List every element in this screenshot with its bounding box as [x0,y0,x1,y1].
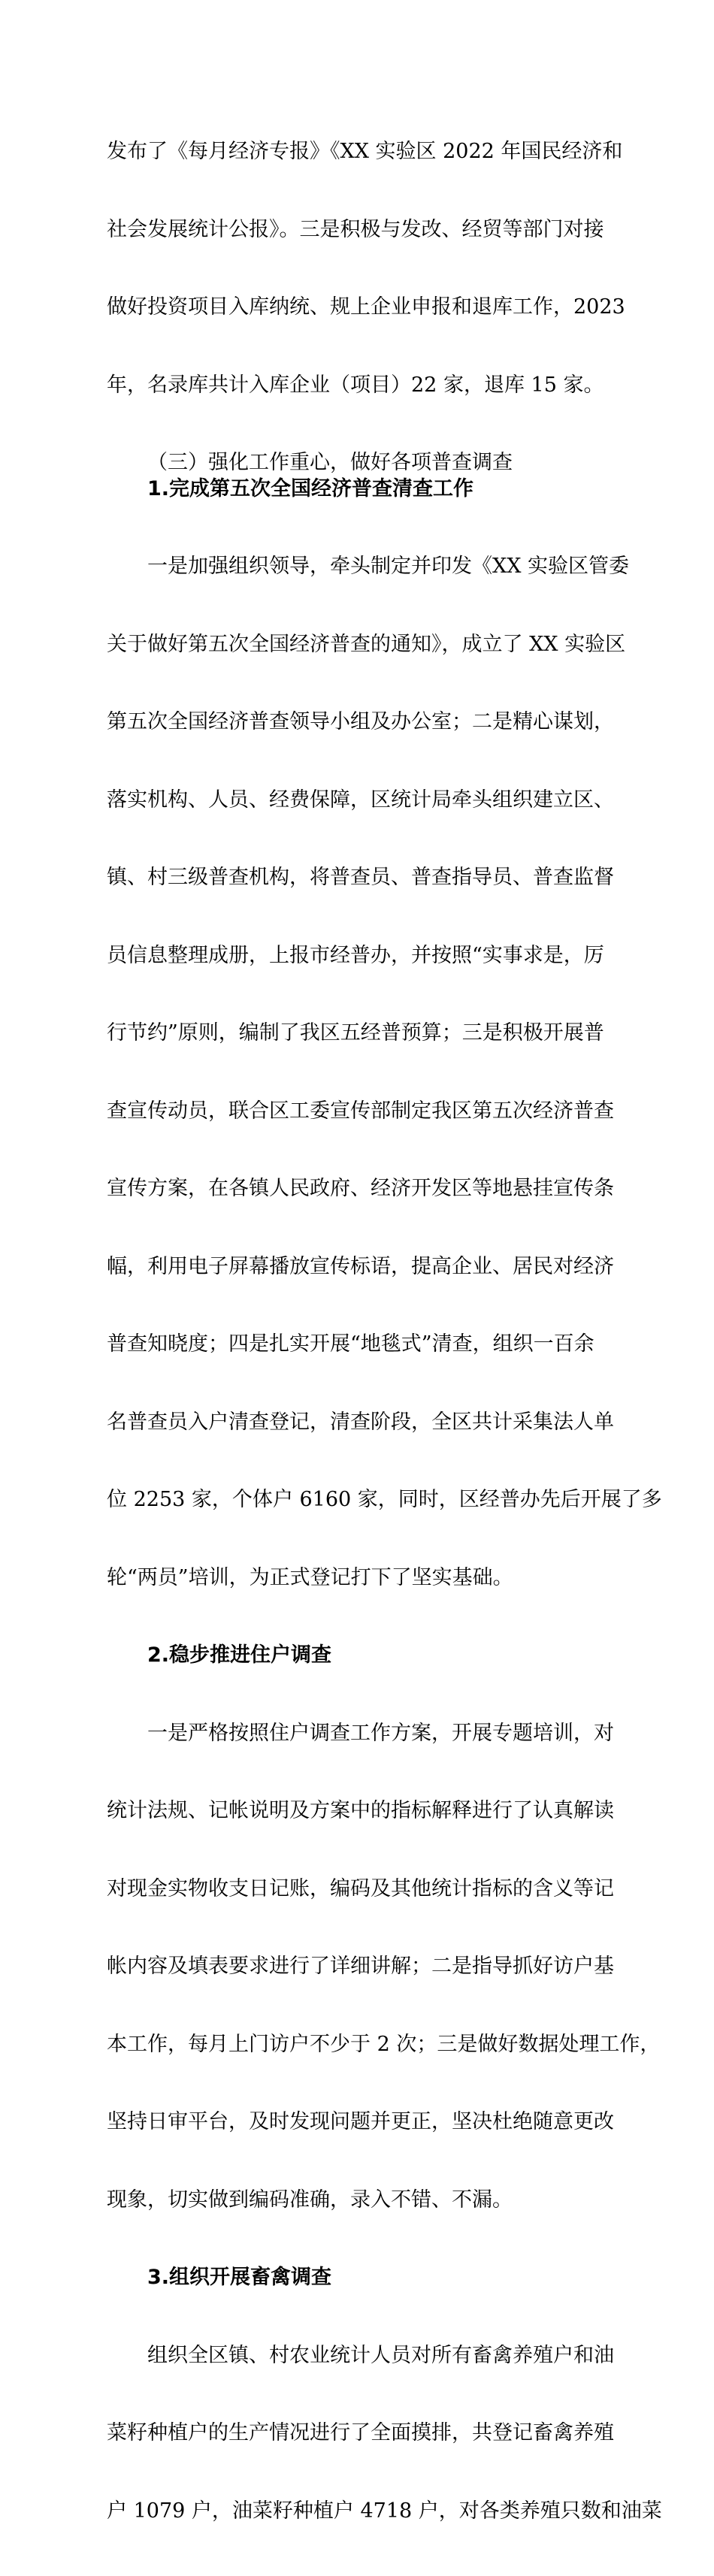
text-line: 一是严格按照住户调查工作方案，开展专题培训，对 [107,1721,625,1747]
continuation-paragraph [107,87,625,450]
text-line: 户 1079 户，油菜籽种植户 4718 户，对各类养殖只数和油菜 [107,2499,625,2525]
text-line: 3.组织开展畜禽调查 [107,2265,625,2291]
text-line: 做好投资项目入库纳统、规上企业申报和退库工作，2023 [107,295,625,321]
text-line: 位 2253 家，个体户 6160 家，同时，区经普办先后开展了多 [107,1487,625,1513]
text-line: 组织全区镇、村农业统计人员对所有畜禽养殖户和油 [107,2343,625,2369]
text-line: 坚持日审平台，及时发现问题并更正，坚决杜绝随意更改 [107,2109,625,2136]
section-heading [107,450,625,476]
text-line: 行节约”原则，编制了我区五经普预算；三是积极开展普 [107,1020,625,1047]
text-line: 本工作，每月上门访户不少于 2 次；三是做好数据处理工作， [107,2032,625,2058]
document-page [0,0,714,1010]
text-line: 社会发展统计公报》。三是积极与发改、经贸等部门对接 [107,217,625,243]
text-line: 镇、村三级普查机构，将普查员、普查指导员、普查监督 [107,865,625,891]
paragraph-census [107,502,625,1643]
text-line: 轮“两员”培训，为正式登记打下了坚实基础。 [107,1565,625,1592]
text-line: 现象，切实做到编码准确，录入不错、不漏。 [107,2187,625,2214]
text-line: 帐内容及填表要求进行了详细讲解；二是指导抓好访户基 [107,1954,625,1980]
text-line: 发布了《每月经济专报》《XX 实验区 2022 年国民经济和 [107,139,625,165]
subheading-census [107,476,625,503]
document-body [107,87,625,2576]
text-line: 落实机构、人员、经费保障，区统计局牵头组织建立区、 [107,788,625,814]
text-line: （三）强化工作重心，做好各项普查调查 [107,450,625,476]
text-line: 关于做好第五次全国经济普查的通知》，成立了 XX 实验区 [107,632,625,658]
text-line: 宣传方案，在各镇人民政府、经济开发区等地悬挂宣传条 [107,1176,625,1202]
subheading-household-survey [107,1643,625,1669]
text-line: 菜籽种植户的生产情况进行了全面摸排，共登记畜禽养殖 [107,2420,625,2447]
text-line: 一是加强组织领导，牵头制定并印发《XX 实验区管委 [107,554,625,580]
subheading-livestock-survey [107,2265,625,2291]
paragraph-household-survey [107,1669,625,2266]
text-line: 1.完成第五次全国经济普查清查工作 [107,476,625,503]
text-line: 名普查员入户清查登记，清查阶段，全区共计采集法人单 [107,1410,625,1436]
text-line: 年，名录库共计入库企业（项目）22 家，退库 15 家。 [107,373,625,399]
text-line: 对现金实物收支日记账，编码及其他统计指标的含义等记 [107,1876,625,1903]
text-line: 员信息整理成册，上报市经普办，并按照“实事求是，厉 [107,943,625,969]
text-line: 普查知晓度；四是扎实开展“地毯式”清查，组织一百余 [107,1332,625,1358]
text-line: 2.稳步推进住户调查 [107,1643,625,1669]
text-line: 查宣传动员，联合区工委宣传部制定我区第五次经济普查 [107,1099,625,1125]
text-line: 幅，利用电子屏幕播放宣传标语，提高企业、居民对经济 [107,1254,625,1280]
text-line: 第五次全国经济普查领导小组及办公室；二是精心谋划， [107,709,625,736]
paragraph-livestock-survey [107,2291,625,2576]
text-line: 统计法规、记帐说明及方案中的指标解释进行了认真解读 [107,1798,625,1825]
